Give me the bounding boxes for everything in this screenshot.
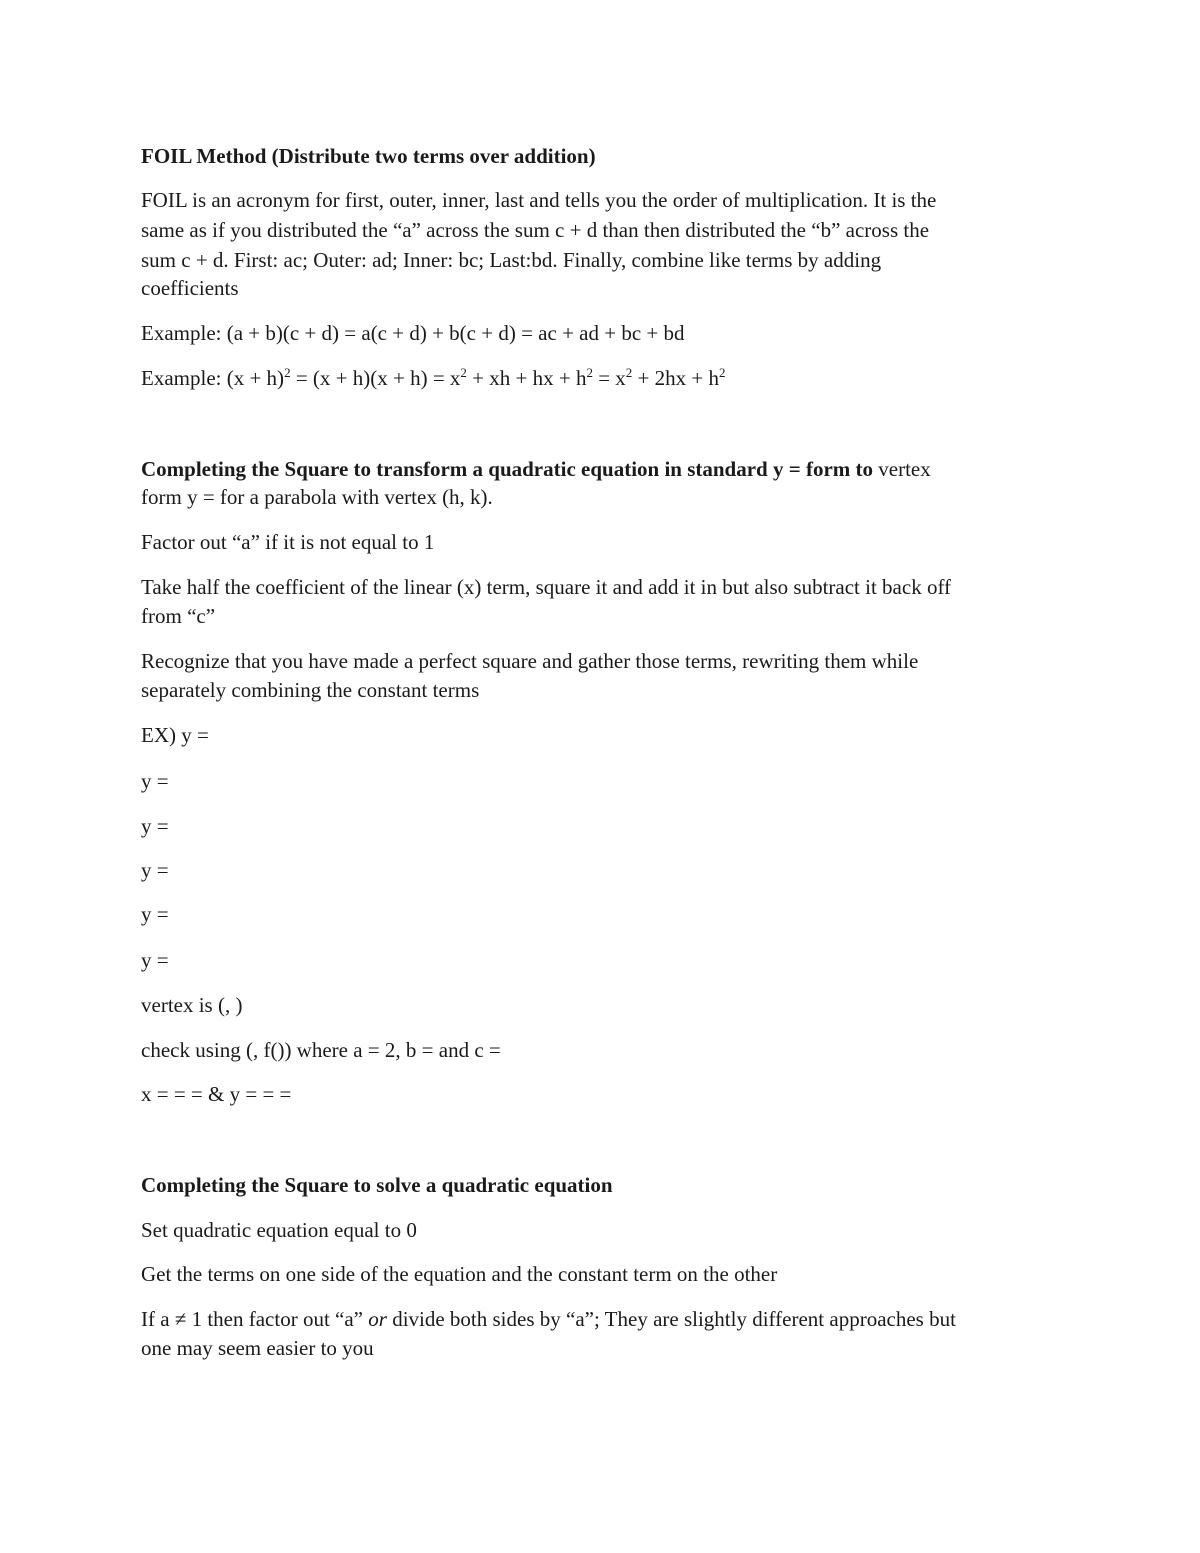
foil-paragraph-line: coefficients: [141, 276, 239, 300]
exponent: 2: [625, 365, 633, 380]
solve-step-2: Get the terms on one side of the equation and the constant term on the other: [141, 1262, 778, 1286]
vertex-form-heading-bold: Completing the Square to transform a quadratic equation in standard y = form to: [141, 457, 874, 481]
equation-line: y =: [141, 948, 169, 972]
vertex-form-heading-tail: vertex: [873, 457, 931, 481]
vertex-result: vertex is (, ): [141, 993, 243, 1017]
foil-paragraph-line: same as if you distributed the “a” across the sum c + d than then distributed the “b” across the: [141, 218, 930, 242]
step-half-coefficient: from “c”: [141, 604, 216, 628]
solve-step-1: Set quadratic equation equal to 0: [141, 1218, 417, 1242]
foil-paragraph-line: FOIL is an acronym for first, outer, inner, last and tells you the order of multiplication. It is the: [141, 188, 937, 212]
vertex-form-heading: [141, 455, 931, 484]
xy-line: x = = = & y = = =: [141, 1082, 292, 1106]
solve-step-3-line-2: one may seem easier to you: [141, 1336, 374, 1360]
exponent: 2: [718, 365, 726, 380]
exponent: 2: [460, 365, 467, 380]
equation-line: y =: [141, 814, 169, 838]
example-2-part: = (x + h)(x + h) = x: [290, 366, 461, 390]
foil-paragraph-line: sum c + d. First: ac; Outer: ad; Inner: bc; Last:bd. Finally, combine like terms by adding: [141, 248, 882, 272]
foil-example-1: Example: (a + b)(c + d) = a(c + d) + b(c + d) = ac + ad + bc + bd: [141, 321, 685, 345]
solve-step-3: [141, 1305, 956, 1334]
step-factor-a: Factor out “a” if it is not equal to 1: [141, 530, 435, 554]
step-half-coefficient: Take half the coefficient of the linear (x) term, square it and add it in but also subtract it back off: [141, 575, 952, 599]
equation-line: y =: [141, 858, 169, 882]
exponent: 2: [586, 365, 593, 380]
example-2-part: + 2hx + h: [632, 366, 719, 390]
example-2-part: + xh + hx + h: [466, 366, 587, 390]
example-2-part: Example: (x + h): [141, 366, 285, 390]
equation-line: y =: [141, 902, 169, 926]
vertex-form-heading-line-2: form y = for a parabola with vertex (h, k).: [141, 485, 493, 509]
step-perfect-square: Recognize that you have made a perfect square and gather those terms, rewriting them while: [141, 649, 919, 673]
solve-step-3-or: or: [368, 1307, 387, 1331]
example-label: EX) y =: [141, 723, 209, 747]
example-2-part: = x: [592, 366, 626, 390]
solve-step-3-part: If a ≠ 1 then factor out “a”: [141, 1307, 369, 1331]
equation-line: y =: [141, 769, 169, 793]
foil-example-2: [141, 364, 725, 393]
exponent: 2: [284, 365, 291, 380]
step-perfect-square: separately combining the constant terms: [141, 678, 480, 702]
solve-step-3-part: divide both sides by “a”; They are slightly different approaches but: [386, 1307, 956, 1331]
solve-heading: Completing the Square to solve a quadratic equation: [141, 1173, 613, 1197]
foil-heading: FOIL Method (Distribute two terms over addition): [141, 144, 596, 168]
check-line: check using (, f()) where a = 2, b = and c =: [141, 1038, 501, 1062]
